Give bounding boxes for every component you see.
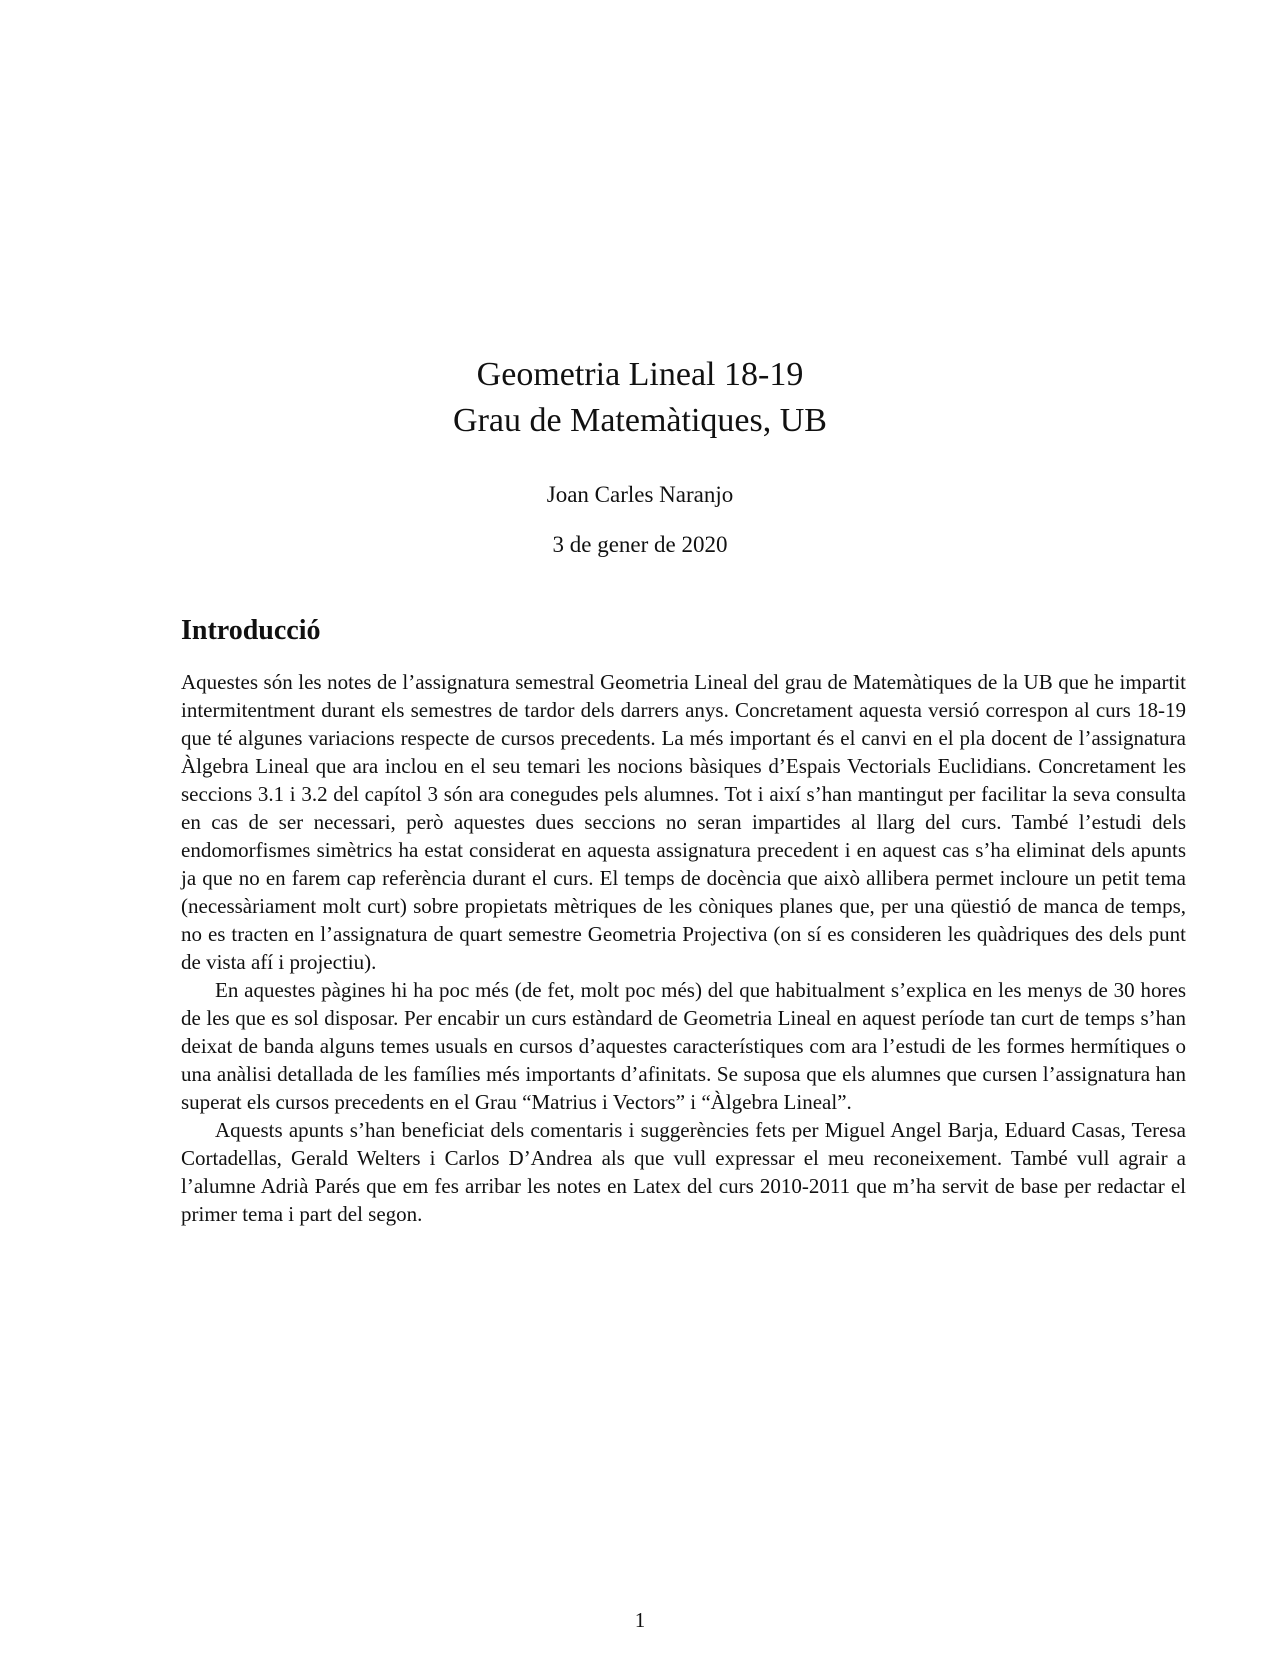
section-heading: Introducció	[181, 615, 321, 646]
date: 3 de gener de 2020	[552, 532, 728, 557]
document-title: Geometria Lineal 18-19	[476, 356, 804, 393]
page-number: 1	[634, 1608, 646, 1632]
title-block	[0, 352, 1280, 560]
paragraph: En aquestes pàgines hi ha poc més (de fet, molt poc més) del que habitualment s’explica en les menys de 30 hores de les que es sol disposar. Per encabir un curs estàndard de Geometria Lineal en aquest període tan curt de temps s’han deixat de banda alguns temes usuals en cursos d’aquestes característiques com ara l’estudi de les formes hermítiques o una anàlisi detallada de les famílies més importants d’afinitats. Se suposa que els alumnes que cursen l’assignatura han superat els cursos precedents en el Grau “Matrius i Vectors” i “Àlgebra Lineal”.	[181, 978, 1186, 1114]
paragraph: Aquestes són les notes de l’assignatura semestral Geometria Lineal del grau de Matemàtiques de la UB que he impartit intermitentment durant els semestres de tardor dels darrers anys. Concretament aquesta versió correspon al curs 18-19 que té algunes variacions respecte de cursos precedents. La més important és el canvi en el pla docent de l’assignatura Àlgebra Lineal que ara inclou en el seu temari les nocions bàsiques d’Espais Vectorials Euclidians. Concretament les seccions 3.1 i 3.2 del capítol 3 són ara conegudes pels alumnes. Tot i així s’han mantingut per facilitar la seva consulta en cas de ser necessari, però aquestes dues seccions no seran impartides al llarg del curs. També l’estudi dels endomorfismes simètrics ha estat considerat en aquesta assignatura precedent i en aquest cas s’ha eliminat dels apunts ja que no en farem cap referència durant el curs. El temps de docència que això allibera permet incloure un petit tema (necessàriament molt curt) sobre propietats mètriques de les còniques planes que, per una qüestió de manca de temps, no es tracten en l’assignatura de quart semestre Geometria Projectiva (on sí es consideren les quàdriques des dels punt de vista afí i projectiu).	[181, 670, 1186, 974]
document-subtitle: Grau de Matemàtiques, UB	[453, 402, 827, 439]
paragraph: Aquests apunts s’han beneficiat dels comentaris i suggerències fets per Miguel Angel Barja, Eduard Casas, Teresa Cortadellas, Gerald Welters i Carlos D’Andrea als que vull expressar el meu reconeixement. També vull agrair a l’alumne Adrià Parés que em fes arribar les notes en Latex del curs 2010-2011 que m’ha servit de base per redactar el primer tema i part del segon.	[181, 1118, 1186, 1226]
section-body	[181, 668, 1186, 1228]
author: Joan Carles Naranjo	[546, 482, 734, 507]
